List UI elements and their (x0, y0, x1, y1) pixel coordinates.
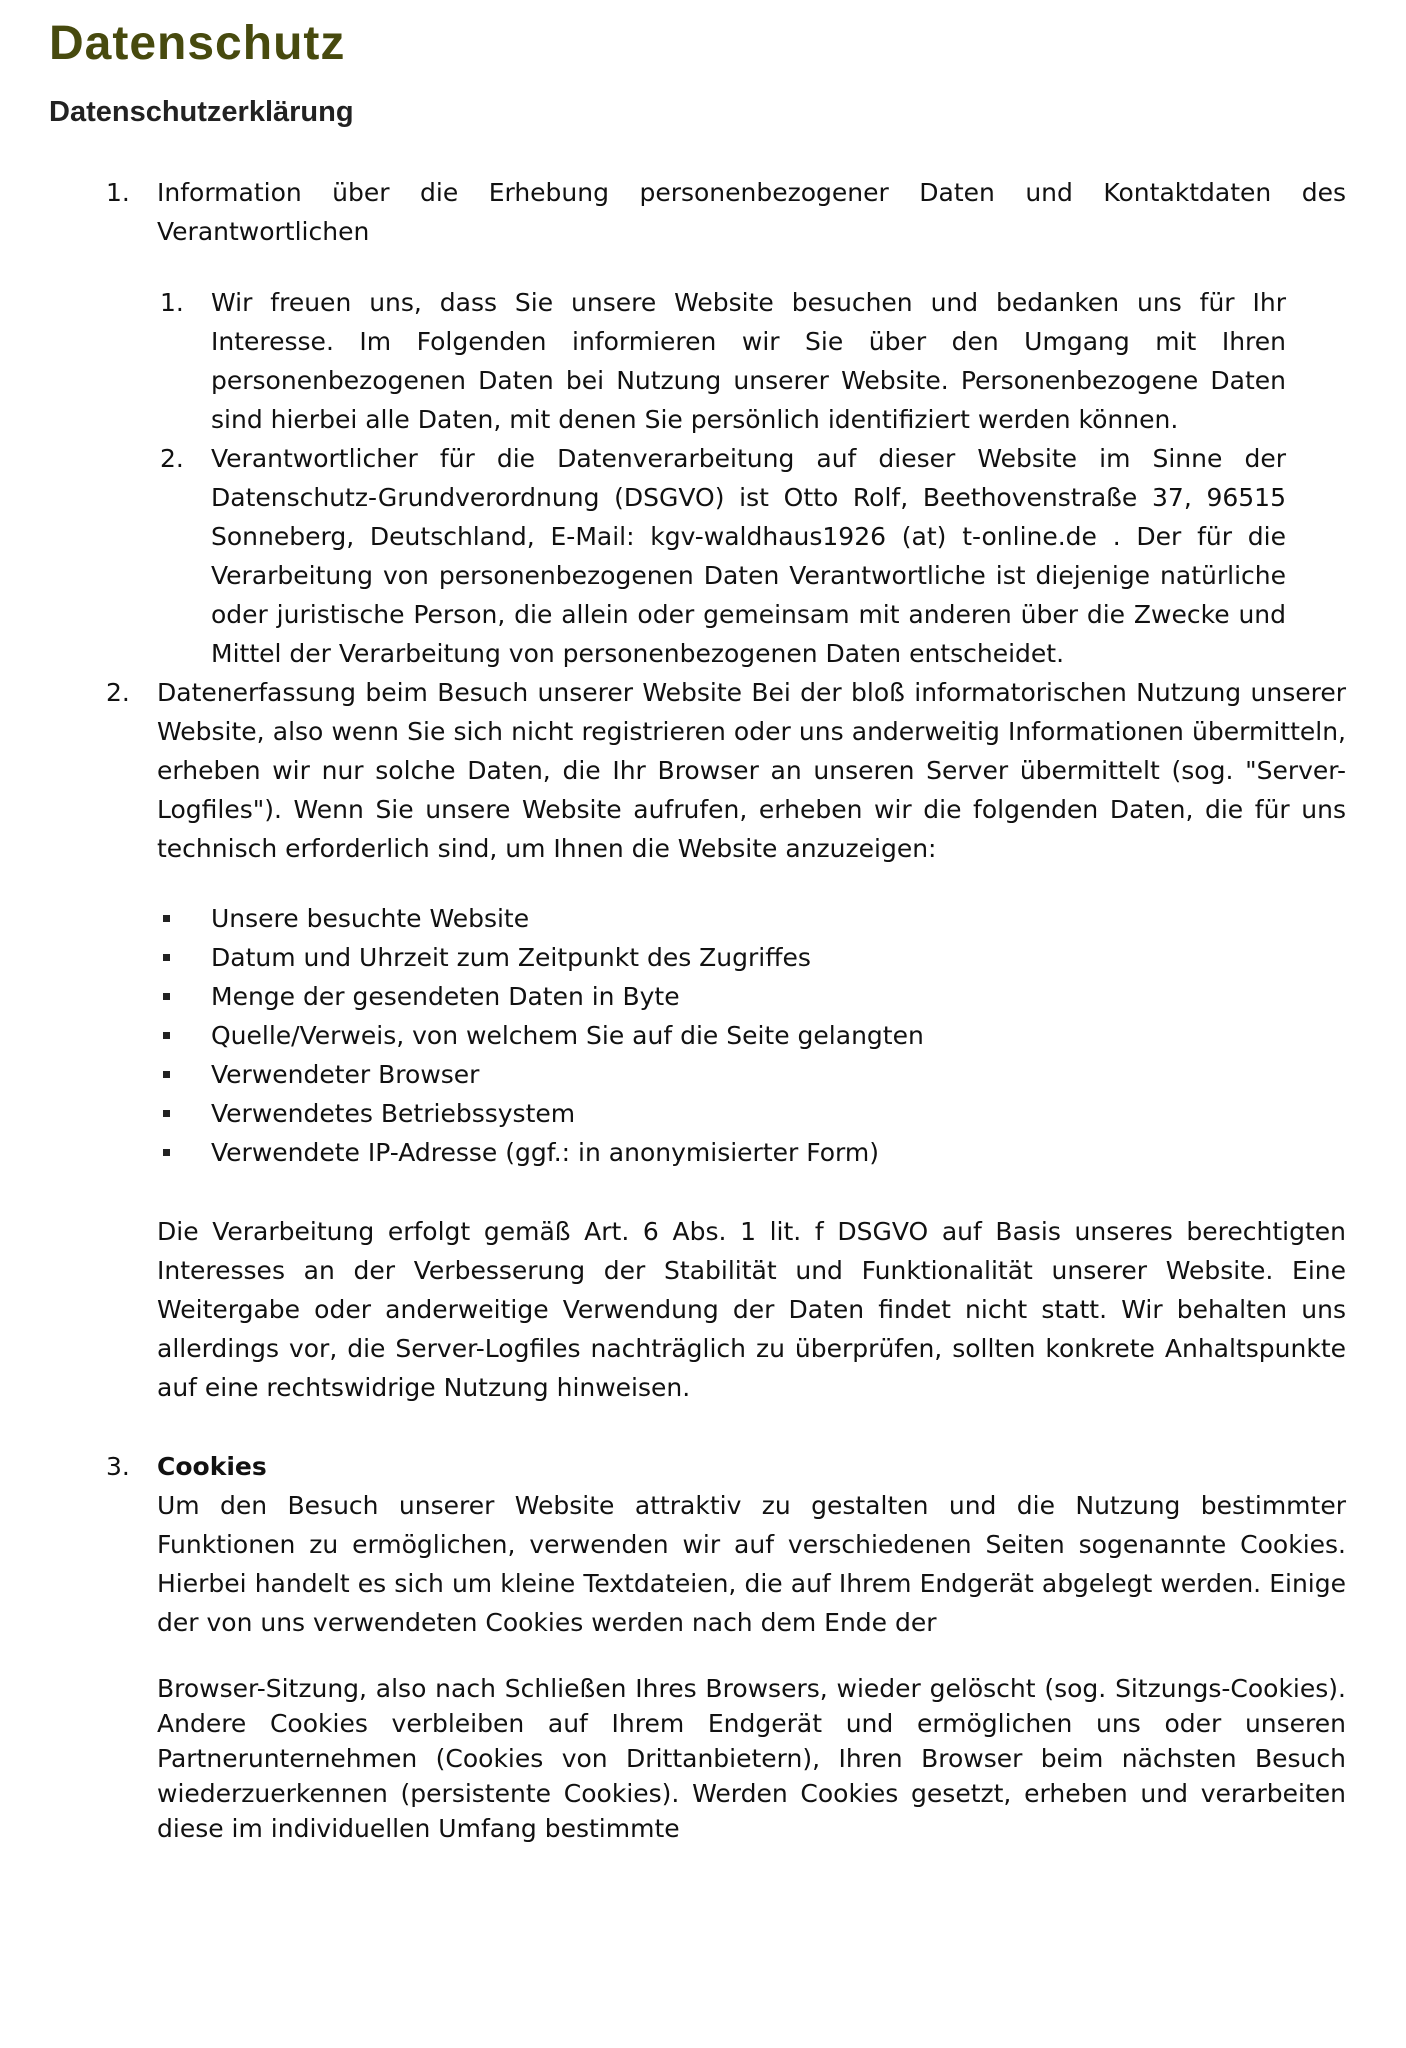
bullet-icon (163, 1032, 170, 1039)
section-text-continued: Browser-Sitzung, also nach Schließen Ihres Browsers, wieder gelöscht (sog. Sitzungs-Cookies). Andere Cookies verbleiben auf Ihrem Endgerät und ermöglichen uns oder unseren Partnerunternehmen (Cookies von Drittanbietern), Ihren Browser beim nächsten Besuch wiederzuerkennen (persistente Cookies). Werden Cookies gesetzt, erheben und verarbeiten diese im individuellen Umfang bestimmte (157, 1674, 1346, 1843)
section-number: 3. (106, 1452, 130, 1481)
section-2 (0, 673, 1406, 868)
list-item (0, 1094, 1406, 1133)
list-item-text: Verwendetes Betriebssystem (211, 1099, 576, 1128)
section-1 (0, 173, 1406, 673)
list-item-text: Unsere besuchte Website (211, 904, 530, 933)
bullet-icon (163, 1071, 170, 1078)
list-item-text: Verwendete IP-Adresse (ggf.: in anonymisierter Form) (211, 1138, 879, 1167)
sub-item (0, 283, 1346, 439)
sub-item-number: 2. (160, 444, 184, 473)
privacy-content (0, 173, 1406, 1846)
sub-list (0, 283, 1346, 673)
section-number: 2. (106, 678, 130, 707)
collected-data-list (0, 899, 1406, 1172)
bullet-icon (163, 915, 170, 922)
page-title: Datenschutz (49, 17, 346, 70)
bullet-icon (163, 993, 170, 1000)
bullet-icon (163, 1149, 170, 1156)
section-heading: Cookies (157, 1452, 267, 1481)
bullet-icon (163, 1110, 170, 1117)
section-number: 1. (106, 178, 130, 207)
list-item (0, 899, 1406, 938)
list-item (0, 1016, 1406, 1055)
sub-item-text: Wir freuen uns, dass Sie unsere Website besuchen und bedanken uns für Ihr Interesse. Im Folgenden informieren wir Sie über den Umgang mit Ihren personenbezogenen Daten bei Nutzung unserer Website. Personenbezogene Daten sind hierbei alle Daten, mit denen Sie persönlich identifiziert werden können. (211, 288, 1286, 434)
list-item-text: Quelle/Verweis, von welchem Sie auf die Seite gelangten (211, 1021, 924, 1050)
legal-basis-paragraph: Die Verarbeitung erfolgt gemäß Art. 6 Abs. 1 lit. f DSGVO auf Basis unseres berechtigten Interesses an der Verbesserung der Stabilität und Funktionalität unserer Website. Eine Weitergabe oder anderweitige Verwendung der Daten findet nicht statt. Wir behalten uns allerdings vor, die Server-Logfiles nachträglich zu überprüfen, sollten konkrete Anhaltspunkte auf eine rechtswidrige Nutzung hinweisen. (157, 1217, 1346, 1402)
list-item-text: Menge der gesendeten Daten in Byte (211, 982, 680, 1011)
list-item (0, 1133, 1406, 1172)
sub-item-text: Verantwortlicher für die Datenverarbeitung auf dieser Website im Sinne der Datenschutz-Grundverordnung (DSGVO) ist Otto Rolf, Beethovenstraße 37, 96515 Sonneberg, Deutschland, E-Mail: kgv-waldhaus1926 (at) t-online.de . Der für die Verarbeitung von personenbezogenen Daten Verantwortliche ist diejenige natürliche oder juristische Person, die allein oder gemeinsam mit anderen über die Zwecke und Mittel der Verarbeitung von personenbezogenen Daten entscheidet. (211, 444, 1286, 668)
bullet-icon (163, 954, 170, 961)
list-item (0, 977, 1406, 1016)
list-item-text: Verwendeter Browser (211, 1060, 480, 1089)
section-text: Um den Besuch unserer Website attraktiv zu gestalten und die Nutzung bestimmter Funktionen zu ermöglichen, verwenden wir auf verschiedenen Seiten sogenannte Cookies. Hierbei handelt es sich um kleine Textdateien, die auf Ihrem Endgerät abgelegt werden. Einige der von uns verwendeten Cookies werden nach dem Ende der (157, 1491, 1346, 1637)
list-item (0, 1055, 1406, 1094)
section-text: Datenerfassung beim Besuch unserer Website Bei der bloß informatorischen Nutzung unserer Website, also wenn Sie sich nicht registrieren oder uns anderweitig Informationen übermitteln, erheben wir nur solche Daten, die Ihr Browser an unseren Server übermittelt (sog. "Server-Logfiles"). Wenn Sie unsere Website aufrufen, erheben wir die folgenden Daten, die für uns technisch erforderlich sind, um Ihnen die Website anzuzeigen: (157, 678, 1346, 863)
list-item (0, 938, 1406, 977)
list-item-text: Datum und Uhrzeit zum Zeitpunkt des Zugriffes (211, 943, 811, 972)
sub-item (0, 439, 1346, 673)
section-heading: Information über die Erhebung personenbezogener Daten und Kontaktdaten des Verantwortlichen (157, 178, 1346, 246)
page-subtitle: Datenschutzerklärung (49, 96, 354, 128)
sub-item-number: 1. (160, 288, 184, 317)
section-3 (0, 1447, 1406, 1846)
